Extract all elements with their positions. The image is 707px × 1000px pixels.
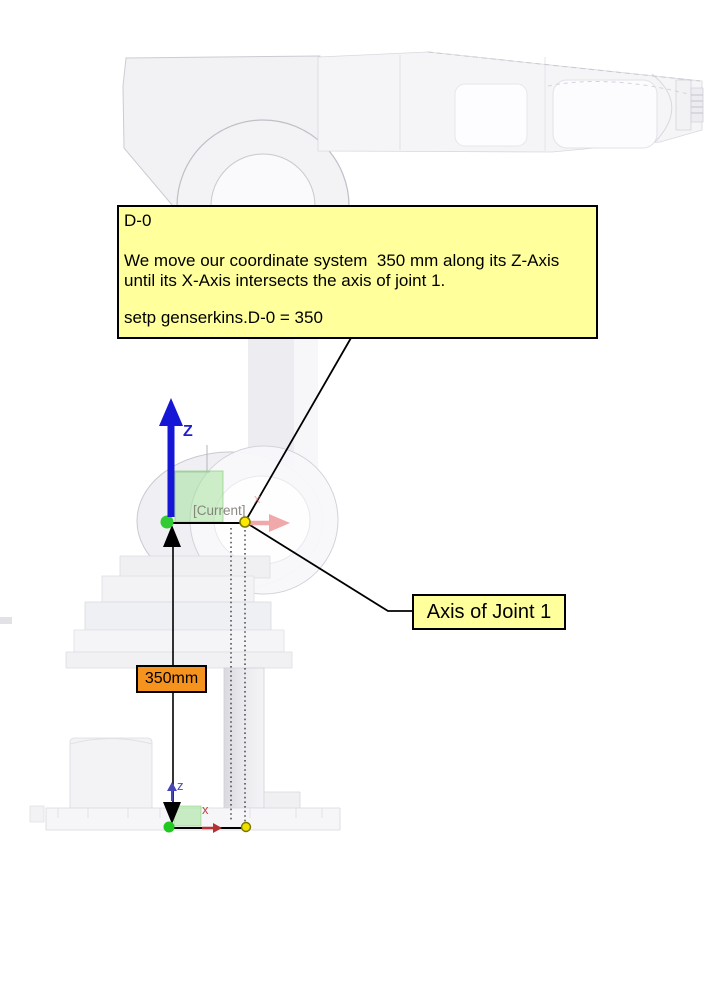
shoulder-joint-hub	[214, 476, 310, 564]
current-frame-label: [Current]	[193, 503, 246, 518]
callout-body-line-2: until its X-Axis intersects the axis of joint 1.	[124, 271, 446, 290]
base-plate-4	[74, 630, 284, 652]
callout-title: D-0	[124, 211, 152, 230]
origin-marker	[161, 516, 174, 529]
left-edge-mark	[0, 617, 12, 624]
callout-command: setp genserkins.D-0 = 350	[124, 308, 323, 327]
base-plate-3	[85, 602, 271, 630]
base-column	[224, 668, 264, 808]
robot-arm-illustration	[0, 52, 703, 830]
base-joint-axis-marker	[242, 823, 251, 832]
z-axis-arrowhead	[159, 398, 183, 426]
faded-x-axis-label: x	[254, 491, 261, 506]
axis-of-joint-1-label: Axis of Joint 1	[412, 594, 566, 630]
dimension-350mm-label: 350mm	[136, 665, 207, 693]
joint-axis-marker	[240, 517, 250, 527]
base-column-bracket	[264, 792, 300, 810]
base-x-axis-label: x	[202, 802, 209, 817]
callout-box	[117, 205, 598, 339]
base-plate-1	[120, 556, 270, 578]
base-foot-stub	[30, 806, 44, 822]
wrist-flange	[676, 80, 691, 130]
forearm-panel	[455, 84, 527, 146]
base-origin-marker	[164, 822, 175, 833]
base-z-axis-label: z	[177, 778, 184, 793]
base-z-arrowhead	[167, 782, 177, 791]
base-cylinder	[70, 738, 152, 812]
forearm-panel-2	[553, 80, 657, 148]
upper-z-axis-label: Z	[183, 423, 193, 440]
callout-body-line-1: We move our coordinate system 350 mm along its Z-Axis	[124, 251, 560, 270]
tool-flange	[691, 88, 703, 122]
